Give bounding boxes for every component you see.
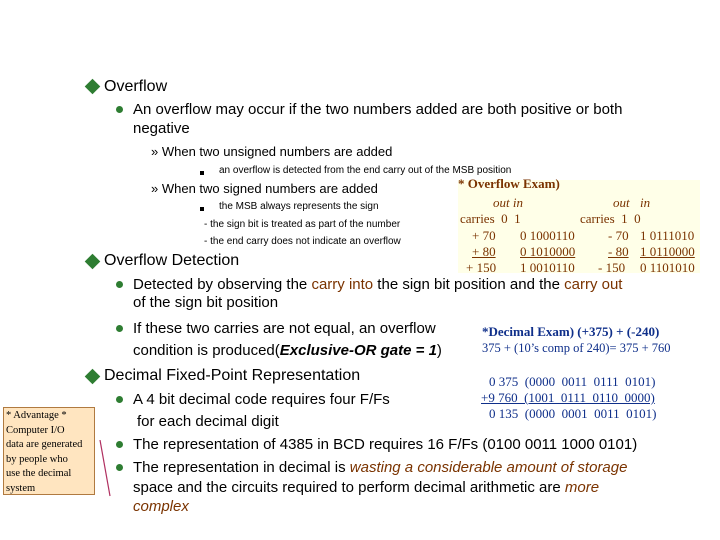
wasting-storage-text: wasting a considerable amount of storage: [349, 459, 628, 476]
exam-carries-right: carries 1 0: [580, 211, 641, 226]
signed-sub-1: - the sign bit is treated as part of the number: [204, 219, 401, 230]
exam-r1-c: - 70: [608, 228, 629, 243]
decimal-p3-line2: space and the circuits required to perform decimal arithmetic are: [133, 479, 565, 496]
decimal-heading: Decimal Fixed-Point Representation: [104, 367, 361, 384]
note-line-4: by people who: [6, 453, 68, 465]
decimal-point-3-end: complex: [133, 498, 189, 515]
decimal-point-2: The representation of 4385 in BCD requires 16 F/Fs (0100 0011 1000 0101): [133, 436, 638, 453]
decimal-exam-row-2: +9 760 (1001 0111 0110 0000): [481, 390, 655, 405]
exam-r1-b: 0 1000110: [520, 228, 575, 243]
overflow-point-1-cont: negative: [133, 120, 190, 137]
decimal-point-1-cont: for each decimal digit: [137, 413, 279, 430]
xor-gate-text: Exclusive-OR gate = 1: [279, 342, 437, 359]
more-text: more: [564, 479, 600, 496]
detection-p1-text: Detected by observing the: [133, 276, 312, 293]
detection-p2-close: ): [436, 342, 442, 359]
exam-r3-d: 0 1101010: [640, 260, 695, 275]
unsigned-detail: an overflow is detected from the end carry out of the MSB position: [219, 165, 512, 176]
decimal-point-3-cont: [133, 479, 599, 496]
note-line-6: system: [6, 482, 36, 494]
bullet-dot-icon: [116, 464, 123, 471]
decimal-point-1: A 4 bit decimal code requires four F/Fs: [133, 391, 390, 408]
exam-r2-d: 1 0110000: [640, 244, 695, 259]
signed-sub-2: - the end carry does not indicate an overflow: [204, 236, 401, 247]
note-line-3: data are generated: [6, 439, 83, 450]
detection-point-1-cont: of the sign bit position: [133, 294, 279, 311]
exam-r1-a: + 70: [472, 228, 496, 243]
exam-r2-b: 0 1010000: [520, 244, 576, 259]
signed-detail: the MSB always represents the sign: [219, 201, 379, 212]
note-line-5: use the decimal: [6, 468, 72, 479]
bullet-diamond-icon: [85, 254, 101, 270]
exam-r3-c: - 150: [598, 260, 626, 275]
carry-into-text: carry into: [311, 276, 374, 293]
exam-r2-c: - 80: [608, 244, 629, 259]
decimal-exam-line: 375 + (10’s comp of 240)= 375 + 760: [482, 341, 671, 355]
bullet-dot-icon: [116, 441, 123, 448]
bullet-diamond-icon: [85, 79, 101, 95]
decimal-point-3: [133, 459, 627, 476]
bullet-dot-icon: [116, 281, 123, 288]
overflow-heading: Overflow: [104, 78, 168, 95]
overflow-example-box: [458, 176, 700, 275]
decimal-exam-row-3: 0 135 (0000 0001 0011 0101): [489, 406, 657, 421]
detection-p2-text: condition is produced(: [133, 342, 280, 359]
bullet-dot-icon: [116, 106, 123, 113]
decimal-exam-row-1: 0 375 (0000 0011 0111 0101): [489, 374, 656, 389]
bullet-dot-icon: [116, 325, 123, 332]
exam-r3-b: 1 0010110: [520, 260, 575, 275]
overflow-point-1: An overflow may occur if the two numbers added are both positive or both: [133, 101, 623, 118]
advantage-note: [3, 407, 95, 495]
exam-r2-a: + 80: [472, 244, 496, 259]
exam-header-right-in: in: [640, 195, 651, 210]
bullet-dot-icon: [116, 396, 123, 403]
exam-carries-left: carries 0 1: [460, 211, 521, 226]
unsigned-subpoint: » When two unsigned numbers are added: [151, 144, 393, 159]
detection-point-2-cont: [133, 342, 442, 359]
decimal-p3-text: The representation in decimal is: [133, 459, 350, 476]
exam-r3-a: + 150: [466, 260, 497, 275]
signed-subpoint: » When two signed numbers are added: [151, 181, 378, 196]
decimal-exam-title: *Decimal Exam) (+375) + (-240): [482, 324, 660, 339]
detection-p1-mid: the sign bit position and the: [373, 276, 565, 293]
detection-point-1: [133, 276, 622, 293]
bullet-square-icon: [200, 171, 204, 175]
note-line-1: * Advantage *: [6, 410, 67, 421]
exam-r1-d: 1 0111010: [640, 228, 695, 243]
bullet-diamond-icon: [85, 369, 101, 385]
note-connector: [98, 440, 114, 500]
note-line-2: Computer I/O: [6, 424, 65, 436]
carry-out-text: carry out: [564, 276, 623, 293]
exam-header-left: out in: [493, 195, 523, 210]
bullet-square-icon: [200, 207, 204, 211]
overflow-exam-title: * Overflow Exam): [458, 176, 560, 191]
exam-header-right-out: out: [613, 195, 630, 210]
detection-heading: Overflow Detection: [104, 252, 240, 269]
detection-point-2: If these two carries are not equal, an overflow: [133, 320, 436, 337]
